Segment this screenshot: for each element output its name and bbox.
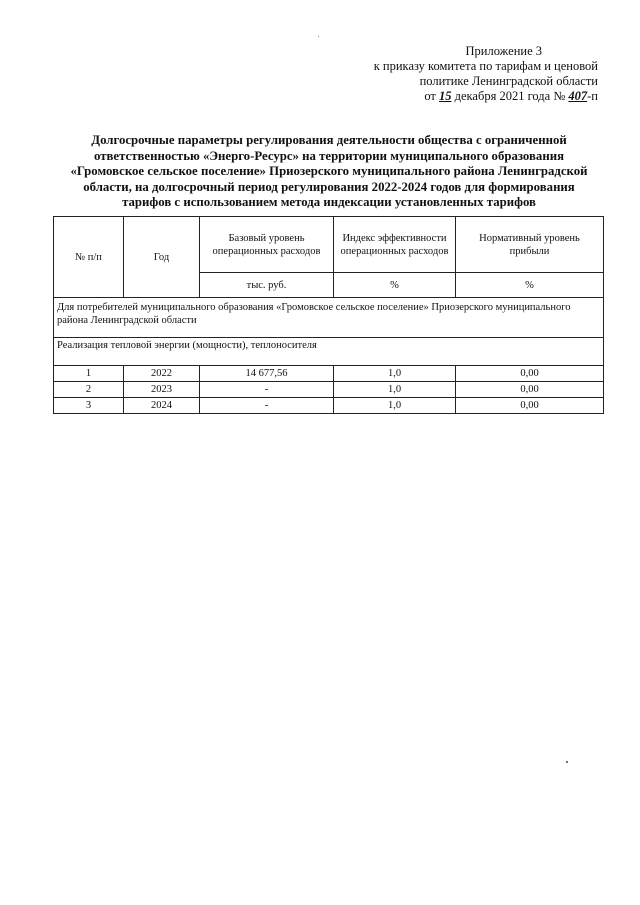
table-row — [54, 382, 604, 398]
cell-index: 1,0 — [334, 366, 456, 382]
col-header-num: № п/п — [54, 217, 124, 298]
cell-profit: 0,00 — [456, 366, 604, 382]
document-title: Долгосрочные параметры регулирования деятельности общества с ограниченной ответственностью «Энерго-Ресурс» на территории муниципального образования «Громовское сельское поселение» Приозерского муниципального района Ленинградской области, на долгосрочный период регулирования 2022-2024 годов для формирования тарифов с использованием метода индексации установленных тарифов — [70, 133, 588, 209]
cell-year: 2023 — [124, 382, 200, 398]
cell-num: 2 — [54, 382, 124, 398]
cell-num: 1 — [54, 366, 124, 382]
appendix-date-line — [330, 89, 598, 104]
group-row-consumers — [54, 298, 604, 338]
cell-year: 2024 — [124, 398, 200, 414]
date-prefix: от — [424, 89, 436, 103]
scan-speck — [566, 761, 568, 763]
appendix-number: Приложение 3 — [465, 44, 542, 58]
table-header-row — [54, 217, 604, 273]
col-header-index: Индекс эффективности операционных расходов — [334, 217, 456, 273]
unit-base: тыс. руб. — [200, 273, 334, 298]
handwritten-number: 407 — [568, 89, 588, 103]
table-row — [54, 366, 604, 382]
cell-num: 3 — [54, 398, 124, 414]
group-service-label: Реализация тепловой энергии (мощности), теплоносителя — [54, 338, 604, 366]
group-consumers-label: Для потребителей муниципального образования «Громовское сельское поселение» Приозерского муниципального района Ленинградской области — [54, 298, 604, 338]
col-header-base: Базовый уровень операционных расходов — [200, 217, 334, 273]
handwritten-day: 15 — [439, 89, 452, 103]
cell-index: 1,0 — [334, 382, 456, 398]
cell-base: 14 677,56 — [200, 366, 334, 382]
cell-year: 2022 — [124, 366, 200, 382]
appendix-order-ref: к приказу комитета по тарифам и ценовой — [373, 59, 598, 73]
scan-speck — [318, 36, 319, 37]
date-middle: декабря 2021 года № — [454, 89, 566, 103]
cell-profit: 0,00 — [456, 382, 604, 398]
cell-base: - — [200, 398, 334, 414]
col-header-profit: Нормативный уровень прибыли — [456, 217, 604, 273]
col-header-year: Год — [124, 217, 200, 298]
number-suffix: -п — [587, 89, 598, 103]
parameters-table — [53, 216, 604, 414]
appendix-header — [330, 44, 598, 104]
cell-index: 1,0 — [334, 398, 456, 414]
cell-base: - — [200, 382, 334, 398]
appendix-order-ref-2: политике Ленинградской области — [419, 74, 598, 88]
unit-index: % — [334, 273, 456, 298]
unit-profit: % — [456, 273, 604, 298]
table-row — [54, 398, 604, 414]
cell-profit: 0,00 — [456, 398, 604, 414]
group-row-service — [54, 338, 604, 366]
